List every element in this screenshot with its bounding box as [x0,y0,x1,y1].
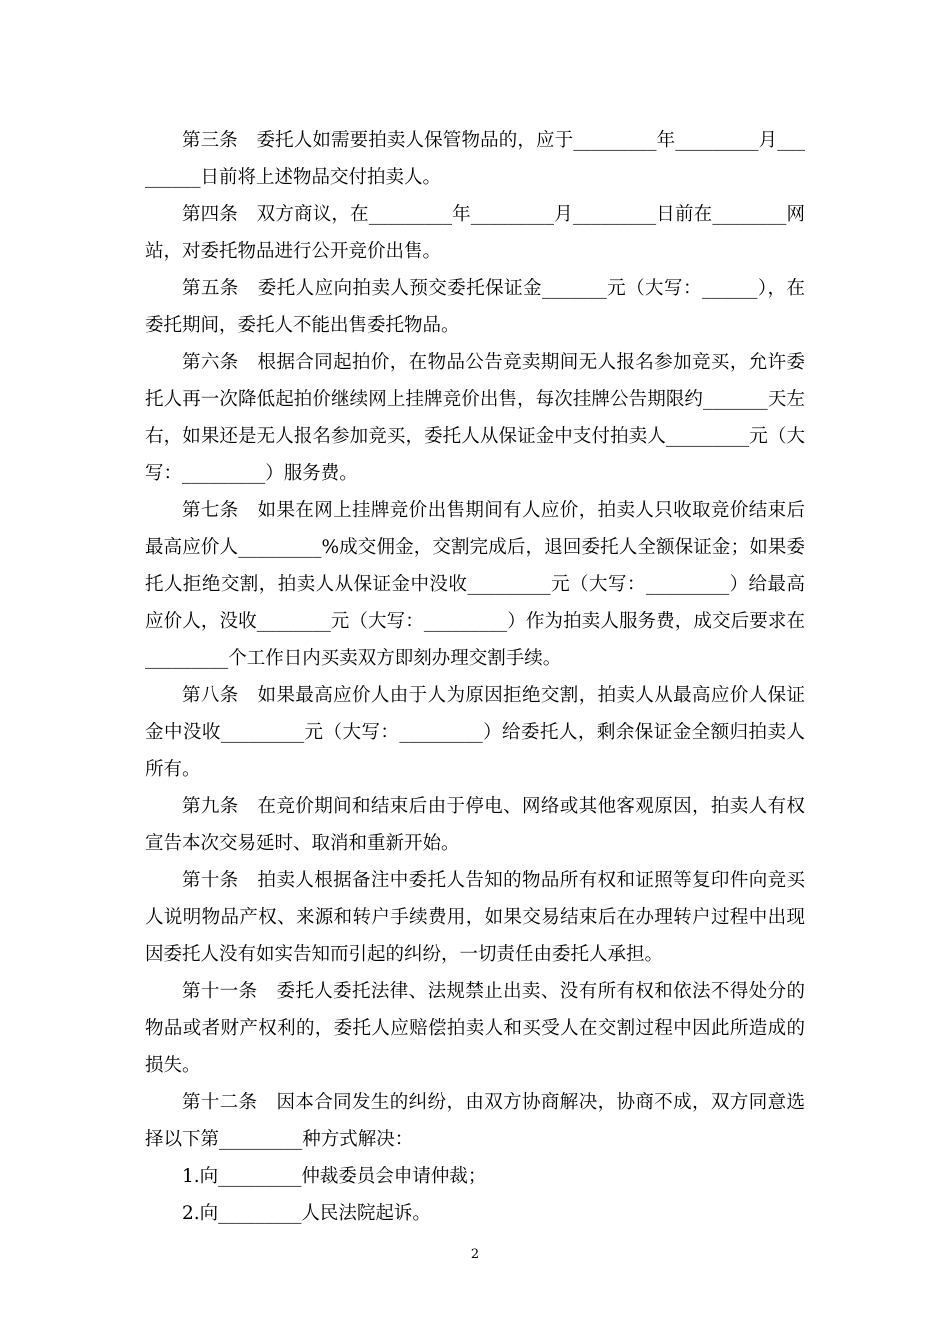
article-7-paragraph: 第七条 如果在网上挂牌竞价出售期间有人应价，拍卖人只收取竞价结束后最高应价人_________%成交佣金，交割完成后，退回委托人全额保证金；如果委托人拒绝交割，拍卖人从保证金中没收_________元（大写：_________）给最高应价人，没收________元（大写：_________）作为拍卖人服务费，成交后要求在_________个工作日内买卖双方即刻办理交割手续。 [145,500,805,669]
article-6-paragraph: 第六条 根据合同起拍价，在物品公告竞卖期间无人报名参加竞买，允许委托人再一次降低起拍价继续网上挂牌竞价出售，每次挂牌公告期限约_______天左右，如果还是无人报名参加竞买，委托人从保证金中支付拍卖人_________元（大写：_________）服务费。 [145,352,805,484]
option-2-lawsuit: 2.向_________人民法院起诉。 [182,1203,431,1224]
page-number: 2 [470,1247,480,1262]
article-4-paragraph: 第四条 双方商议，在_________年_________月_________日前在________网站，对委托物品进行公开竞价出售。 [145,204,805,262]
article-12-paragraph: 第十二条 因本合同发生的纠纷，由双方协商解决，协商不成，双方同意选择以下第_________种方式解决： [145,1092,805,1150]
article-5-paragraph: 第五条 委托人应向拍卖人预交委托保证金_______元（大写：______），在委托期间，委托人不能出售委托物品。 [145,278,805,336]
article-9-paragraph: 第九条 在竞价期间和结束后由于停电、网络或其他客观原因，拍卖人有权宣告本次交易延时、取消和重新开始。 [145,796,805,854]
article-10-paragraph: 第十条 拍卖人根据备注中委托人告知的物品所有权和证照等复印件向竞买人说明物品产权、来源和转户手续费用，如果交易结束后在办理转户过程中出现因委托人没有如实告知而引起的纠纷，一切责任由委托人承担。 [145,870,805,965]
article-8-paragraph: 第八条 如果最高应价人由于人为原因拒绝交割，拍卖人从最高应价人保证金中没收_________元（大写：_________）给委托人，剩余保证金全额归拍卖人所有。 [145,685,805,780]
document-body [145,122,805,1232]
article-3-paragraph: 第三条 委托人如需要拍卖人保管物品的，应于_________年_________月_________日前将上述物品交付拍卖人。 [145,130,805,188]
option-1-arbitration: 1.向_________仲裁委员会申请仲裁； [182,1166,487,1187]
article-11-paragraph: 第十一条 委托人委托法律、法规禁止出卖、没有所有权和依法不得处分的物品或者财产权利的，委托人应赔偿拍卖人和买受人在交割过程中因此所造成的损失。 [145,981,805,1076]
